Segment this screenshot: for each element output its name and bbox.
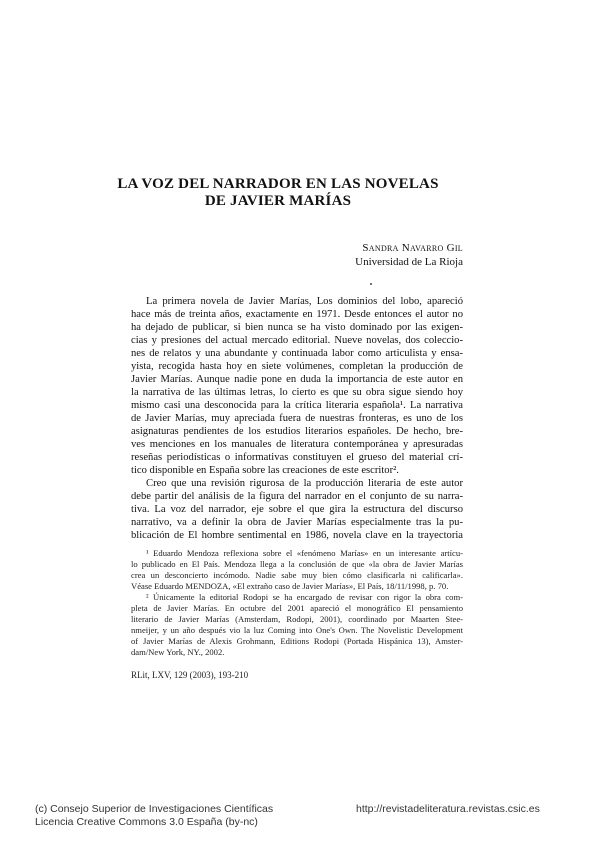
- footnote-line: dam/New York, NY., 2002.: [131, 647, 225, 657]
- body-line: ha dejado de publicar, si bien nunca se ha visto dominado por las exigen-: [131, 322, 463, 333]
- journal-citation: RLit, LXV, 129 (2003), 193-210: [131, 670, 249, 680]
- footnote-line: crea un desconcierto incómodo. Nadie sabe muy bien cómo clasificarla ni calificarla».: [131, 570, 463, 580]
- body-line: La primera novela de Javier Marías, Los dominios del lobo, apareció: [146, 296, 463, 307]
- footnote-line: nmeijer, y un año después vio la luz Coming into One's Own. The Novelistic Development: [131, 625, 463, 635]
- body-line: narrativo, va a definir la obra de Javier Marías especialmente tras la pu-: [131, 517, 463, 528]
- body-line: nes de relatos y una abundante y continuada labor como articulista y ensa-: [131, 348, 463, 359]
- footnote-line: pleta de Javier Marías. En octubre del 2001 apareció el monográfico El pensamiento: [131, 603, 463, 613]
- separator-dot: [370, 283, 372, 285]
- body-line: ves menciones en los manuales de literatura contemporánea y apresuradas: [131, 439, 463, 450]
- license-notice: Licencia Creative Commons 3.0 España (by-nc): [35, 816, 258, 828]
- author-name: Sandra Navarro Gil: [362, 242, 463, 254]
- author-affiliation: Universidad de La Rioja: [355, 256, 463, 268]
- footnote-line: ² Únicamente la editorial Rodopi se ha encargado de revisar con rigor la obra com-: [146, 592, 463, 602]
- body-line: blicación de El hombre sentimental en 1986, novela clave en la trayectoria: [131, 530, 463, 541]
- body-line: tico disponible en España sobre las creaciones de este escritor².: [131, 465, 399, 476]
- article-title-line-2: DE JAVIER MARÍAS: [204, 193, 352, 209]
- body-line: mismo casi una desconocida para la crítica literaria española¹. La narrativa: [131, 400, 463, 411]
- footnote-line: ¹ Eduardo Mendoza reflexiona sobre el «fenómeno Marías» en un interesante artícu-: [146, 548, 463, 558]
- body-line: yista, recogida hasta hoy en siete volúmenes, completan la producción de: [131, 361, 463, 372]
- body-line: reseñas periodísticas o informativas constituyen el grueso del material crí-: [131, 452, 463, 463]
- footnote-line: literario de Javier Marías (Amsterdam, Rodopi, 2001), coordinado por Maarten Stee-: [131, 614, 463, 624]
- body-line: Creo que una revisión rigurosa de la producción literaria de este autor: [146, 478, 463, 489]
- copyright-notice: (c) Consejo Superior de Investigaciones Científicas: [35, 803, 274, 815]
- footnote-line: lo publicado en El País. Mendoza llega a la conclusión de que «la obra de Javier Marías: [131, 559, 463, 569]
- body-line: asignaturas pendientes de los estudios literarios españoles. De hecho, bre-: [131, 426, 463, 437]
- journal-url-link[interactable]: http://revistadeliteratura.revistas.csic.es: [356, 803, 540, 815]
- body-line: la narrativa de las últimas letras, lo cierto es que su obra sigue siendo hoy: [131, 387, 463, 398]
- body-line: cias y presiones del actual mercado editorial. Nueve novelas, dos coleccio-: [131, 335, 463, 346]
- body-line: tiva. La voz del narrador, eje sobre el que gira la estructura del discurso: [131, 504, 463, 515]
- article-title-line-1: LA VOZ DEL NARRADOR EN LAS NOVELAS: [117, 176, 439, 192]
- footnote-line: Véase Eduardo MENDOZA, «El extraño caso de Javier Marías», El País, 18/11/1998, p. 70.: [131, 581, 449, 591]
- body-line: debe partir del análisis de la figura del narrador en el conjunto de su narra-: [131, 491, 463, 502]
- body-line: Javier Marías. Aunque nadie pone en duda la importancia de este autor en: [131, 374, 463, 385]
- footnote-line: of Javier Marías de Alexis Grohmann, Editions Rodopi (Portada Hispánica 13), Amster-: [131, 636, 463, 646]
- body-line: de Javier Marías, muy apreciada fuera de nuestras fronteras, es uno de los: [131, 413, 463, 424]
- body-line: hace más de treinta años, exactamente en 1971. Desde entonces el autor no: [131, 309, 463, 320]
